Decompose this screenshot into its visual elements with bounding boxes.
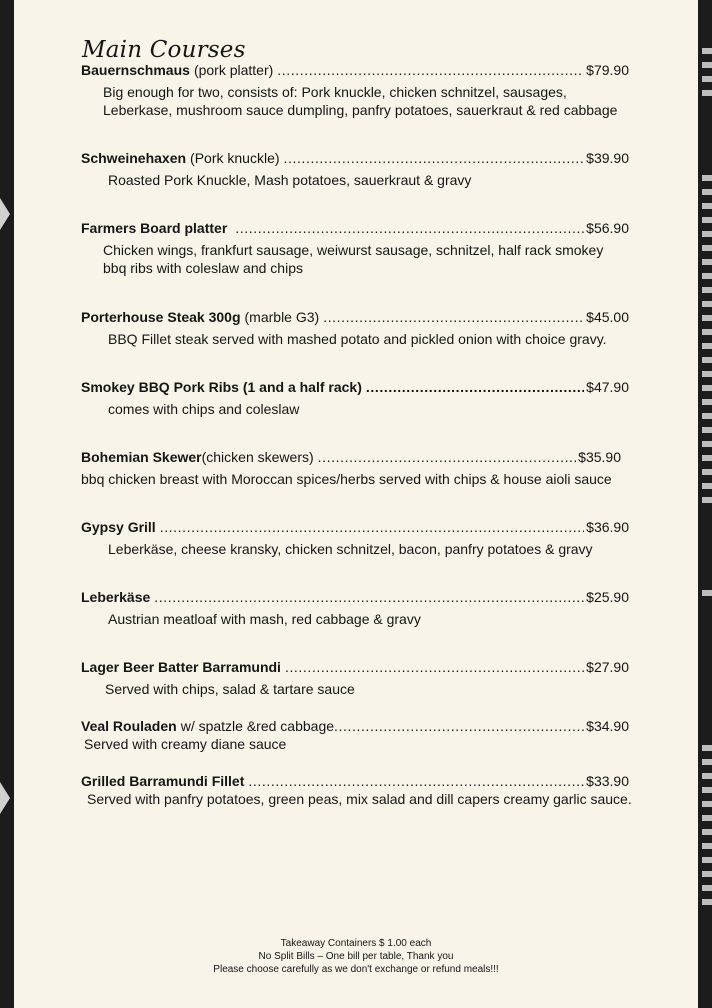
right-border-stripe	[702, 203, 712, 209]
menu-item-header	[81, 219, 629, 237]
menu-item-grilled-barramundi-fillet	[81, 772, 632, 808]
dot-leader	[284, 149, 585, 167]
menu-item-price: $56.90	[586, 220, 629, 236]
menu-item-name: Bohemian Skewer	[81, 449, 202, 465]
menu-item-price: $27.90	[586, 659, 629, 675]
menu-item-description: bbq chicken breast with Moroccan spices/herbs served with chips & house aioli sauce	[81, 471, 612, 487]
menu-item-description: Roasted Pork Knuckle, Mash potatoes, sauerkraut & gravy	[108, 172, 472, 188]
right-border-stripe	[702, 259, 712, 265]
menu-item-farmers-board-platter	[81, 219, 629, 277]
menu-item-porterhouse-steak	[81, 308, 629, 348]
menu-item-note: (marble G3)	[244, 309, 320, 325]
right-border-stripe	[702, 385, 712, 391]
right-border-stripe	[702, 455, 712, 461]
menu-item-gypsy-grill	[81, 518, 629, 558]
menu-item-price: $34.90	[586, 718, 629, 734]
dot-leader	[235, 219, 584, 237]
right-border-stripe	[702, 231, 712, 237]
right-border-stripe	[702, 217, 712, 223]
menu-item-header	[81, 149, 629, 167]
right-border-stripe	[702, 590, 712, 596]
right-border-stripe	[702, 469, 712, 475]
right-border-stripe	[702, 343, 712, 349]
right-border-stripe	[702, 273, 712, 279]
menu-item-header	[81, 658, 629, 676]
menu-item-name: Leberkäse	[81, 589, 151, 605]
dot-leader	[285, 658, 584, 676]
right-border-stripe	[702, 427, 712, 433]
right-border-stripe	[702, 857, 712, 863]
menu-item-description: Served with panfry potatoes, green peas, mix salad and dill capers creamy garlic sauce.	[87, 791, 632, 807]
right-border-stripe	[702, 90, 712, 96]
right-border-stripe	[702, 885, 712, 891]
menu-item-header	[81, 61, 629, 79]
right-border-stripe	[702, 245, 712, 251]
footer-takeaway-note: Takeaway Containers $ 1.00 each	[280, 938, 432, 949]
right-border-stripe	[702, 315, 712, 321]
dot-leader	[248, 772, 584, 790]
right-border-stripe	[702, 357, 712, 363]
menu-item-header	[81, 772, 629, 790]
right-border-stripe	[702, 371, 712, 377]
left-border-notch	[0, 782, 10, 814]
footer-notice	[0, 937, 712, 976]
menu-item-price: $36.90	[586, 519, 629, 535]
right-border-stripe	[702, 745, 712, 751]
right-border	[698, 0, 712, 1008]
right-border-stripe	[702, 815, 712, 821]
right-border-stripe	[702, 773, 712, 779]
menu-item-leberkase	[81, 588, 629, 628]
right-border-stripe	[702, 801, 712, 807]
right-border-stripe	[702, 829, 712, 835]
menu-item-header	[81, 378, 629, 396]
right-border-stripe	[702, 441, 712, 447]
menu-item-name: Veal Rouladen	[81, 718, 177, 734]
menu-item-header	[81, 588, 629, 606]
dot-leader	[318, 448, 577, 466]
menu-item-veal-rouladen	[81, 717, 629, 753]
menu-item-price: $35.90	[578, 449, 621, 465]
footer-refund-note: Please choose carefully as we don't exchange or refund meals!!!	[213, 964, 499, 975]
menu-item-name: Porterhouse Steak 300g	[81, 309, 241, 325]
right-border-stripe	[702, 871, 712, 877]
right-border-stripe	[702, 62, 712, 68]
menu-item-name: Lager Beer Batter Barramundi	[81, 659, 281, 675]
right-border-stripe	[702, 301, 712, 307]
menu-item-header	[81, 717, 629, 735]
right-border-stripe	[702, 189, 712, 195]
menu-item-note: (pork platter)	[193, 62, 274, 78]
left-border-notch	[0, 198, 10, 230]
menu-item-name: Gypsy Grill	[81, 519, 156, 535]
dot-leader	[154, 588, 584, 606]
left-border	[0, 0, 14, 1008]
right-border-stripe	[702, 399, 712, 405]
dot-leader	[323, 308, 584, 326]
menu-item-note: (Pork knuckle)	[190, 150, 280, 166]
footer-split-bills-note: No Split Bills – One bill per table, Thank you	[258, 951, 454, 962]
menu-item-description: Chicken wings, frankfurt sausage, weiwurst sausage, schnitzel, half rack smokey bbq ribs with coleslaw and chips	[103, 242, 604, 276]
menu-item-note: (chicken skewers)	[201, 449, 314, 465]
menu-item-bauernschmaus	[81, 61, 629, 119]
menu-item-description: Served with chips, salad & tartare sauce	[105, 681, 355, 697]
menu-item-price: $47.90	[586, 379, 629, 395]
dot-leader	[366, 378, 584, 396]
menu-item-header	[81, 448, 621, 466]
right-border-stripe	[702, 483, 712, 489]
menu-item-name: Farmers Board platter	[81, 220, 228, 236]
menu-item-description: Austrian meatloaf with mash, red cabbage & gravy	[108, 611, 421, 627]
menu-item-name: Bauernschmaus	[81, 62, 190, 78]
right-border-stripe	[702, 329, 712, 335]
right-border-stripe	[702, 787, 712, 793]
right-border-stripe	[702, 175, 712, 181]
right-border-stripe	[702, 413, 712, 419]
menu-item-header	[81, 518, 629, 536]
dot-leader	[160, 518, 584, 536]
menu-item-description: Served with creamy diane sauce	[84, 736, 287, 752]
menu-item-description: BBQ Fillet steak served with mashed potato and pickled onion with choice gravy.	[108, 331, 607, 347]
right-border-stripe	[702, 497, 712, 503]
menu-item-description: Big enough for two, consists of: Pork knuckle, chicken schnitzel, sausages, Leberkase, mushroom sauce dumpling, panfry potatoes, sauerkraut & red cabbage	[103, 84, 618, 118]
menu-item-name: Smokey BBQ Pork Ribs (1 and a half rack)	[81, 379, 362, 395]
right-border-stripe	[702, 76, 712, 82]
menu-item-price: $33.90	[586, 773, 629, 789]
menu-item-price: $39.90	[586, 150, 629, 166]
menu-item-header	[81, 308, 629, 326]
right-border-stripe	[702, 843, 712, 849]
menu-item-name: Schweinehaxen	[81, 150, 187, 166]
dot-leader	[334, 717, 584, 735]
menu-item-price: $45.00	[586, 309, 629, 325]
right-border-stripe	[702, 899, 712, 905]
menu-item-description: Leberkäse, cheese kransky, chicken schnitzel, bacon, panfry potatoes & gravy	[108, 541, 593, 557]
menu-item-lager-beer-batter-barramundi	[81, 658, 629, 698]
dot-leader	[277, 61, 584, 79]
right-border-stripe	[702, 759, 712, 765]
menu-item-name: Grilled Barramundi Fillet	[81, 773, 245, 789]
menu-item-bohemian-skewer	[81, 448, 629, 488]
menu-item-smokey-bbq-pork-ribs	[81, 378, 629, 418]
menu-item-price: $79.90	[586, 62, 629, 78]
menu-item-description: comes with chips and coleslaw	[108, 401, 300, 417]
right-border-stripe	[702, 287, 712, 293]
page-title: Main Courses	[82, 37, 246, 64]
menu-item-note: w/ spatzle &red cabbage	[180, 718, 335, 734]
menu-item-schweinehaxen	[81, 149, 629, 189]
menu-item-price: $25.90	[586, 589, 629, 605]
right-border-stripe	[702, 48, 712, 54]
